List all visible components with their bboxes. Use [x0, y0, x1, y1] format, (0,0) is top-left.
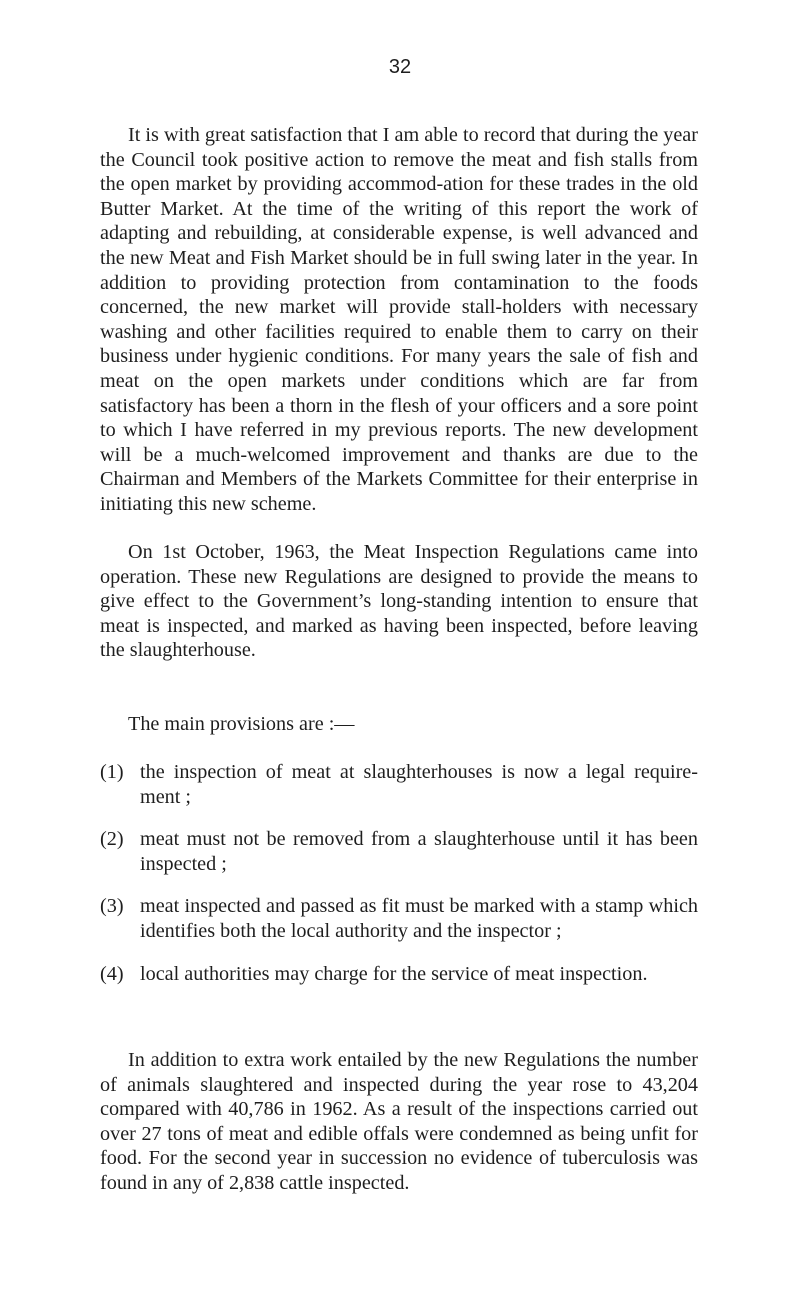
- list-item-text: the inspection of meat at slaughterhouses is now a legal require-ment ;: [140, 761, 698, 808]
- list-item-text: meat inspected and passed as fit must be marked with a stamp which identifies both the local authority and the inspector ;: [140, 895, 698, 942]
- list-item: [100, 827, 698, 876]
- list-item-number: (1): [100, 761, 124, 783]
- list-item-text: local authorities may charge for the service of meat inspection.: [140, 962, 648, 985]
- list-item-number: (2): [100, 828, 124, 851]
- list-item-number: (3): [100, 895, 124, 918]
- list-item-number: (4): [100, 962, 124, 985]
- list-item: [100, 760, 698, 809]
- list-item: [100, 894, 698, 943]
- paragraph-market-stalls: It is with great satisfaction that I am able to record that during the year the Council took positive action to remove the meat and fish stalls from the open market by providing accommod-ation for these trades in the old Butter Market. At the time of the writing of this report the work of adapting and rebuilding, at considerable expense, is well advanced and the new Meat and Fish Market should be in full swing later in the year. In addition to providing protection from contamination to the foods concerned, the new market will provide stall-holders with necessary washing and other facilities required to enable them to carry on their business under hygienic conditions. For many years the sale of fish and meat on the open markets under conditions which are far from satisfactory has been a thorn in the flesh of your officers and a sore point to which I have referred in my previous reports. The new development will be a much-welcomed improvement and thanks are due to the Chairman and Members of the Markets Committee for their enterprise in initiating this new scheme.: [100, 124, 698, 515]
- paragraph-meat-inspection-regulations: On 1st October, 1963, the Meat Inspection Regulations came into operation. These new Regulations are designed to provide the means to give effect to the Government’s long-standing intention to ensure that meat is inspected, and marked as having been inspected, before leaving the slaughterhouse.: [100, 541, 698, 662]
- list-item: [100, 962, 698, 987]
- paragraph-slaughter-statistics: In addition to extra work entailed by the new Regulations the number of animals slaughtered and inspected during the year rose to 43,204 compared with 40,786 in 1962. As a result of the inspections carried out over 27 tons of meat and edible offals were condemned as being unfit for food. For the second year in succession no evidence of tuberculosis was found in any of 2,838 cattle inspected.: [100, 1049, 698, 1194]
- provisions-list: [100, 760, 698, 1004]
- page-number: 32: [388, 56, 412, 78]
- list-item-text: meat must not be removed from a slaughterhouse until it has been inspected ;: [140, 828, 698, 875]
- paragraph-main-provisions-intro: The main provisions are :—: [128, 713, 355, 735]
